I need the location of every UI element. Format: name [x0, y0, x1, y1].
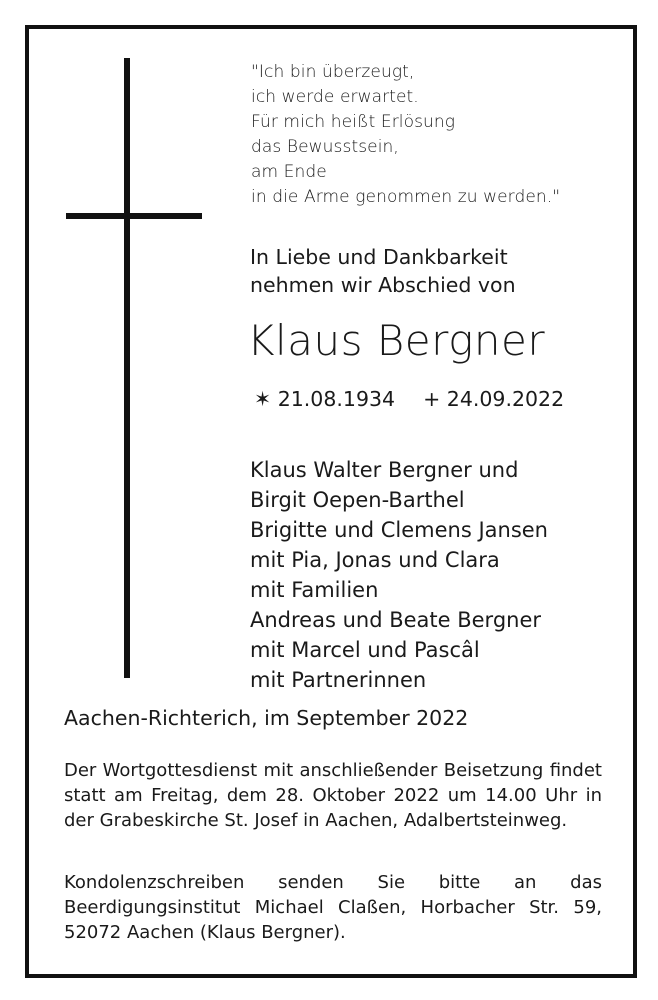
quote-line: das Bewusstsein, — [251, 137, 399, 157]
quote — [251, 60, 560, 210]
quote-line: "Ich bin überzeugt, — [251, 62, 415, 82]
intro-line: In Liebe und Dankbarkeit — [250, 245, 508, 269]
mourner-line: Klaus Walter Bergner und — [250, 458, 519, 482]
mourner-line: Andreas und Beate Bergner — [250, 608, 542, 632]
condolence-info: Kondolenzschreiben senden Sie bitte an das Beerdigungsinstitut Michael Claßen, Horbacher Str. 59, 52072 Aachen (Klaus Bergner). — [64, 872, 602, 943]
mourner-line: Birgit Oepen-Barthel — [250, 488, 465, 512]
mourner-line: mit Familien — [250, 578, 379, 602]
death-date: + 24.09.2022 — [423, 387, 565, 411]
quote-line: in die Arme genommen zu werden." — [251, 187, 561, 207]
cross-vertical-bar — [124, 58, 130, 678]
service-info: Der Wortgottesdienst mit anschließender Beisetzung findet statt am Freitag, dem 28. Oktober 2022 um 14.00 Uhr in der Grabeskirche St. Josef in Aachen, Adalbertsteinweg. — [64, 760, 602, 831]
birth-date: ✶ 21.08.1934 — [254, 387, 396, 411]
mourner-line: mit Marcel und Pascâl — [250, 638, 480, 662]
deceased-name: Klaus Bergner — [247, 316, 546, 365]
mourner-line: Brigitte und Clemens Jansen — [250, 518, 548, 542]
quote-line: am Ende — [251, 162, 327, 182]
mourner-line: mit Pia, Jonas und Clara — [250, 548, 500, 572]
quote-line: Für mich heißt Erlösung — [251, 112, 456, 132]
mourners-list — [250, 455, 548, 695]
mourner-line: mit Partnerinnen — [250, 668, 427, 692]
intro-text — [250, 243, 516, 299]
place-and-date: Aachen-Richterich, im September 2022 — [64, 706, 469, 730]
life-dates — [254, 387, 564, 411]
intro-line: nehmen wir Abschied von — [250, 273, 516, 297]
cross-horizontal-bar — [66, 213, 202, 219]
quote-line: ich werde erwartet. — [251, 87, 419, 107]
